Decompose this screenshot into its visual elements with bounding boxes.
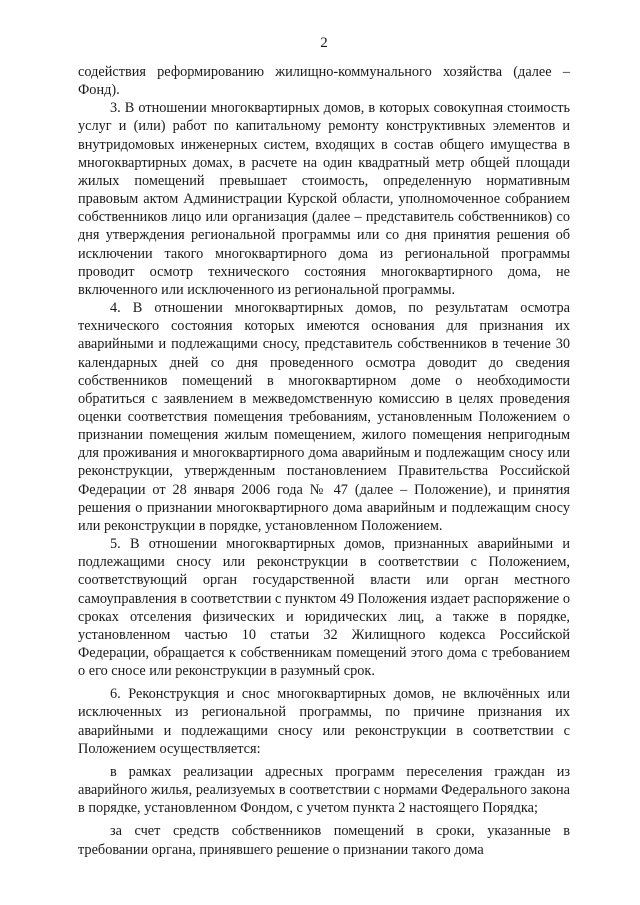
paragraph-continuation: содействия реформированию жилищно-коммунального хозяйства (далее – Фонд). <box>78 64 570 99</box>
paragraph-item-3: 3. В отношении многоквартирных домов, в которых совокупная стоимость услуг и (или) работ по капитальному ремонту конструктивных элементов и внутридомовых инженерных систем, входящих в состав общего имущества в многоквартирных домах, в расчете на один квадратный метр общей площади жилых помещений превышает стоимость, определенную нормативным правовым актом Администрации Курской области, уполномоченное собранием собственников лицо или организация (далее – представитель собственников) со дня утверждения региональной программы или со дня принятия решения об исключении такого многоквартирного дома из региональной программы проводит осмотр технического состояния многоквартирного дома, не включенного или исключенного из региональной программы. <box>78 100 570 298</box>
paragraph-subitem-2: за счет средств собственников помещений в сроки, указанные в требовании органа, принявшего решение о признании такого дома <box>78 823 570 858</box>
paragraph-item-5: 5. В отношении многоквартирных домов, признанных аварийными и подлежащими сносу или реконструкции в соответствии с Положением, соответствующий орган государственной власти или орган местного самоуправления в соответствии с пунктом 49 Положения издает распоряжение о сроках отселения физических и юридических лиц, а также в порядке, установленном частью 10 статьи 32 Жилищного кодекса Российской Федерации, обращается к собственникам помещений этого дома с требованием о его сносе или реконструкции в разумный срок. <box>78 536 570 680</box>
page-number: 2 <box>320 35 328 51</box>
paragraph-item-4: 4. В отношении многоквартирных домов, по результатам осмотра технического состояния которых имеются основания для признания их аварийными и подлежащими сносу, представитель собственников в течение 30 календарных дней со дня проведенного осмотра доводит до сведения собственников помещений в многоквартирном доме о необходимости обратиться с заявлением в межведомственную комиссию в целях проведения оценки соответствия помещения требованиям, установленным Положением о признании помещения жилым помещением, жилого помещения непригодным для проживания и многоквартирного дома аварийным и подлежащим сносу или реконструкции, утвержденным постановлением Правительства Российской Федерации от 28 января 2006 года № 47 (далее – Положение), и принятия решения о признании многоквартирного дома аварийным и подлежащим сносу или реконструкции в порядке, установленном Положением. <box>78 300 570 534</box>
paragraph-subitem-1: в рамках реализации адресных программ переселения граждан из аварийного жилья, реализуемых в соответствии с нормами Федерального закона в порядке, установленном Фондом, с учетом пункта 2 настоящего Порядка; <box>78 763 570 817</box>
paragraph-item-6: 6. Реконструкция и снос многоквартирных домов, не включённых или исключенных из региональной программы, по причине признания их аварийными и подлежащими сносу или реконструкции в соответствии с Положением осуществляется: <box>78 686 570 757</box>
